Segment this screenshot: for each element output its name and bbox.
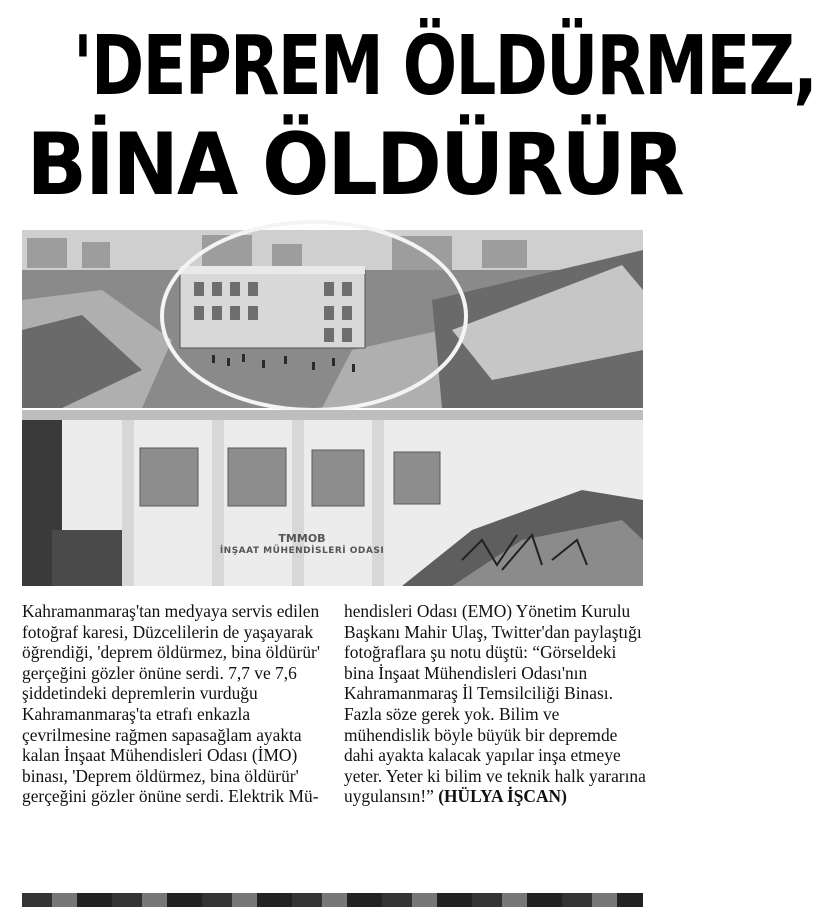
article-column-left: Kahramanmaraş'tan medyaya servis edilen fotoğraf karesi, Düzcelilerin de yaşayarak öğrendiği, 'deprem öldürmez, bina öldürür' gerçeğini gözler önüne serdi. 7,7 ve 7,6 şiddetindeki depremlerin vurduğu Kahramanmaraş'ta etrafı enkazla çevrilmesine rağmen sapasağlam ayakta kalan İnşaat Mühendisleri Odası (İMO) binası, 'Deprem öldürmez, bina öldürür' gerçeğini gözler önüne serdi. Elektrik Mü- [22, 601, 320, 807]
headline-line-2: BİNA ÖLDÜRÜR [26, 115, 683, 215]
building-closeup-photo [22, 410, 643, 586]
tmmob-sign [202, 532, 402, 557]
author-byline: (HÜLYA İŞCAN) [438, 786, 567, 807]
article-column-right [344, 601, 649, 807]
article-column-right-text: hendisleri Odası (EMO) Yönetim Kurulu Başkanı Mahir Ulaş, Twitter'dan paylaştığı fotoğraflara şu notu düştü: “Görseldeki bina İnşaat Mühendisleri Odası'nın Kahramanmaraş İl Temsilciliği Binası. Fazla söze gerek yok. Bilim ve mühendislik böyle büyük bir depremde dahi ayakta kalacak yapılar inşa etmeye yeter. Yeter ki bilim ve teknik halk yararına uygulansın!” [344, 601, 646, 807]
headline-line-1: 'DEPREM ÖLDÜRMEZ, [73, 19, 816, 114]
sign-line-1: TMMOB [278, 532, 326, 545]
sign-line-2: İNŞAAT MÜHENDİSLERİ ODASI [219, 546, 385, 556]
rubble-aerial-photo [22, 230, 643, 408]
next-article-photo-strip [22, 893, 643, 907]
